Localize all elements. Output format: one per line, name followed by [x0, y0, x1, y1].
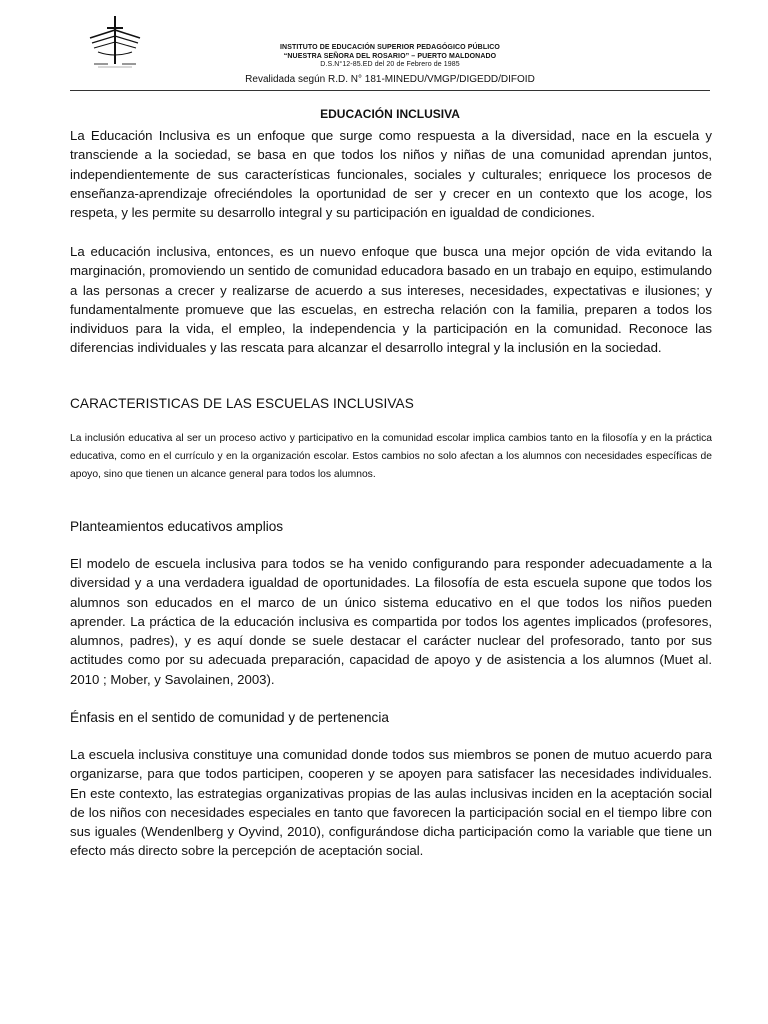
page-title: EDUCACIÓN INCLUSIVA [320, 107, 460, 121]
institution-name: INSTITUTO DE EDUCACIÓN SUPERIOR PEDAGÓGICO PÚBLICO [280, 44, 500, 51]
section-heading-characteristics: CARACTERISTICAS DE LAS ESCUELAS INCLUSIVAS [70, 396, 414, 411]
second-paragraph: La educación inclusiva, entonces, es un nuevo enfoque que busca una mejor opción de vida evitando la marginación, promoviendo un sentido de comunidad educadora basado en un trabajo en equipo, estimulando a las personas a crecer y realizarse de acuerdo a sus intereses, necesidades, expectativas e ilusiones; y fundamentalmente promueve que las escuelas, en estrecha relación con la familia, preparen a todos los individuos para la vida, el empleo, la independencia y la participación en la comunidad. Reconoce las diferencias individuales y las rescata para alcanzar el desarrollo integral y la inclusión en la sociedad. [70, 244, 712, 356]
section-community-text: La escuela inclusiva constituye una comunidad donde todos sus miembros se ponen de mutuo acuerdo para organizarse, para que todos participen, cooperen y se apoyen para satisfacer las necesidades individuales. En este contexto, las estrategias organizativas propias de las aulas inclusivas inciden en la aceptación social de los niños con necesidades especiales en tanto que favorecen la participación social en el tiempo libre con sus iguales (Wendenlberg y Oyvind, 2010), configurándose dicha participación como la variable que tiene un efecto más directo sobre la percepción de aceptación social. [70, 747, 712, 859]
institution-subtitle: “NUESTRA SEÑORA DEL ROSARIO” – PUERTO MALDONADO [283, 52, 497, 60]
section-approaches-text: El modelo de escuela inclusiva para todos se ha venido configurando para responder adecuadamente a la diversidad y a una verdadera igualdad de oportunidades. La filosofía de esta escuela supone que todos los alumnos son educados en el marco de un único sistema educativo en el que todos los niños pueden aprender. La práctica de la educación inclusiva es compartida por todos los agentes implicados (profesores, alumnos, padres), y es aquí donde se suele destacar el carácter nuclear del profesorado, tanto por sus actitudes como por su adecuada preparación, capacidad de apoyo y de asistencia a los alumnos (Muet al. 2010 ; Mober, y Savolainen, 2003). [70, 556, 712, 687]
intro-paragraph: La Educación Inclusiva es un enfoque que surge como respuesta a la diversidad, nace en la escuela y transciende a la sociedad, se basa en que todos los niños y niñas de una comunidad aprendan juntos, independientemente de sus características funcionales, sociales y culturales; enriquece los procesos de enseñanza-aprendizaje ofreciéndoles la oportunidad de ser y crecer en un contexto que los acoge, los respeta, y les permite su desarrollo integral y su participación en igualdad de condiciones. [70, 128, 712, 221]
header-divider [70, 90, 710, 91]
institution-logo-icon [86, 14, 144, 72]
revalidation-note: Revalidada según R.D. N° 181-MINEDU/VMGP/DIGEDD/DIFOID [245, 74, 535, 85]
institution-decree: D.S.N°12-85.ED del 20 de Febrero de 1985 [320, 61, 460, 68]
section-heading-community: Énfasis en el sentido de comunidad y de pertenencia [70, 710, 389, 725]
section-characteristics-text: La inclusión educativa al ser un proceso activo y participativo en la comunidad escolar implica cambios tanto en la filosofía y en la práctica educativa, como en el currículo y en la organización escolar. Estos cambios no solo afectan a los alumnos con necesidades específicas de apoyo, sino que tienen un alcance general para todos los alumnos. [70, 433, 712, 480]
institution-header [200, 44, 580, 70]
section-heading-approaches: Planteamientos educativos amplios [70, 519, 284, 534]
